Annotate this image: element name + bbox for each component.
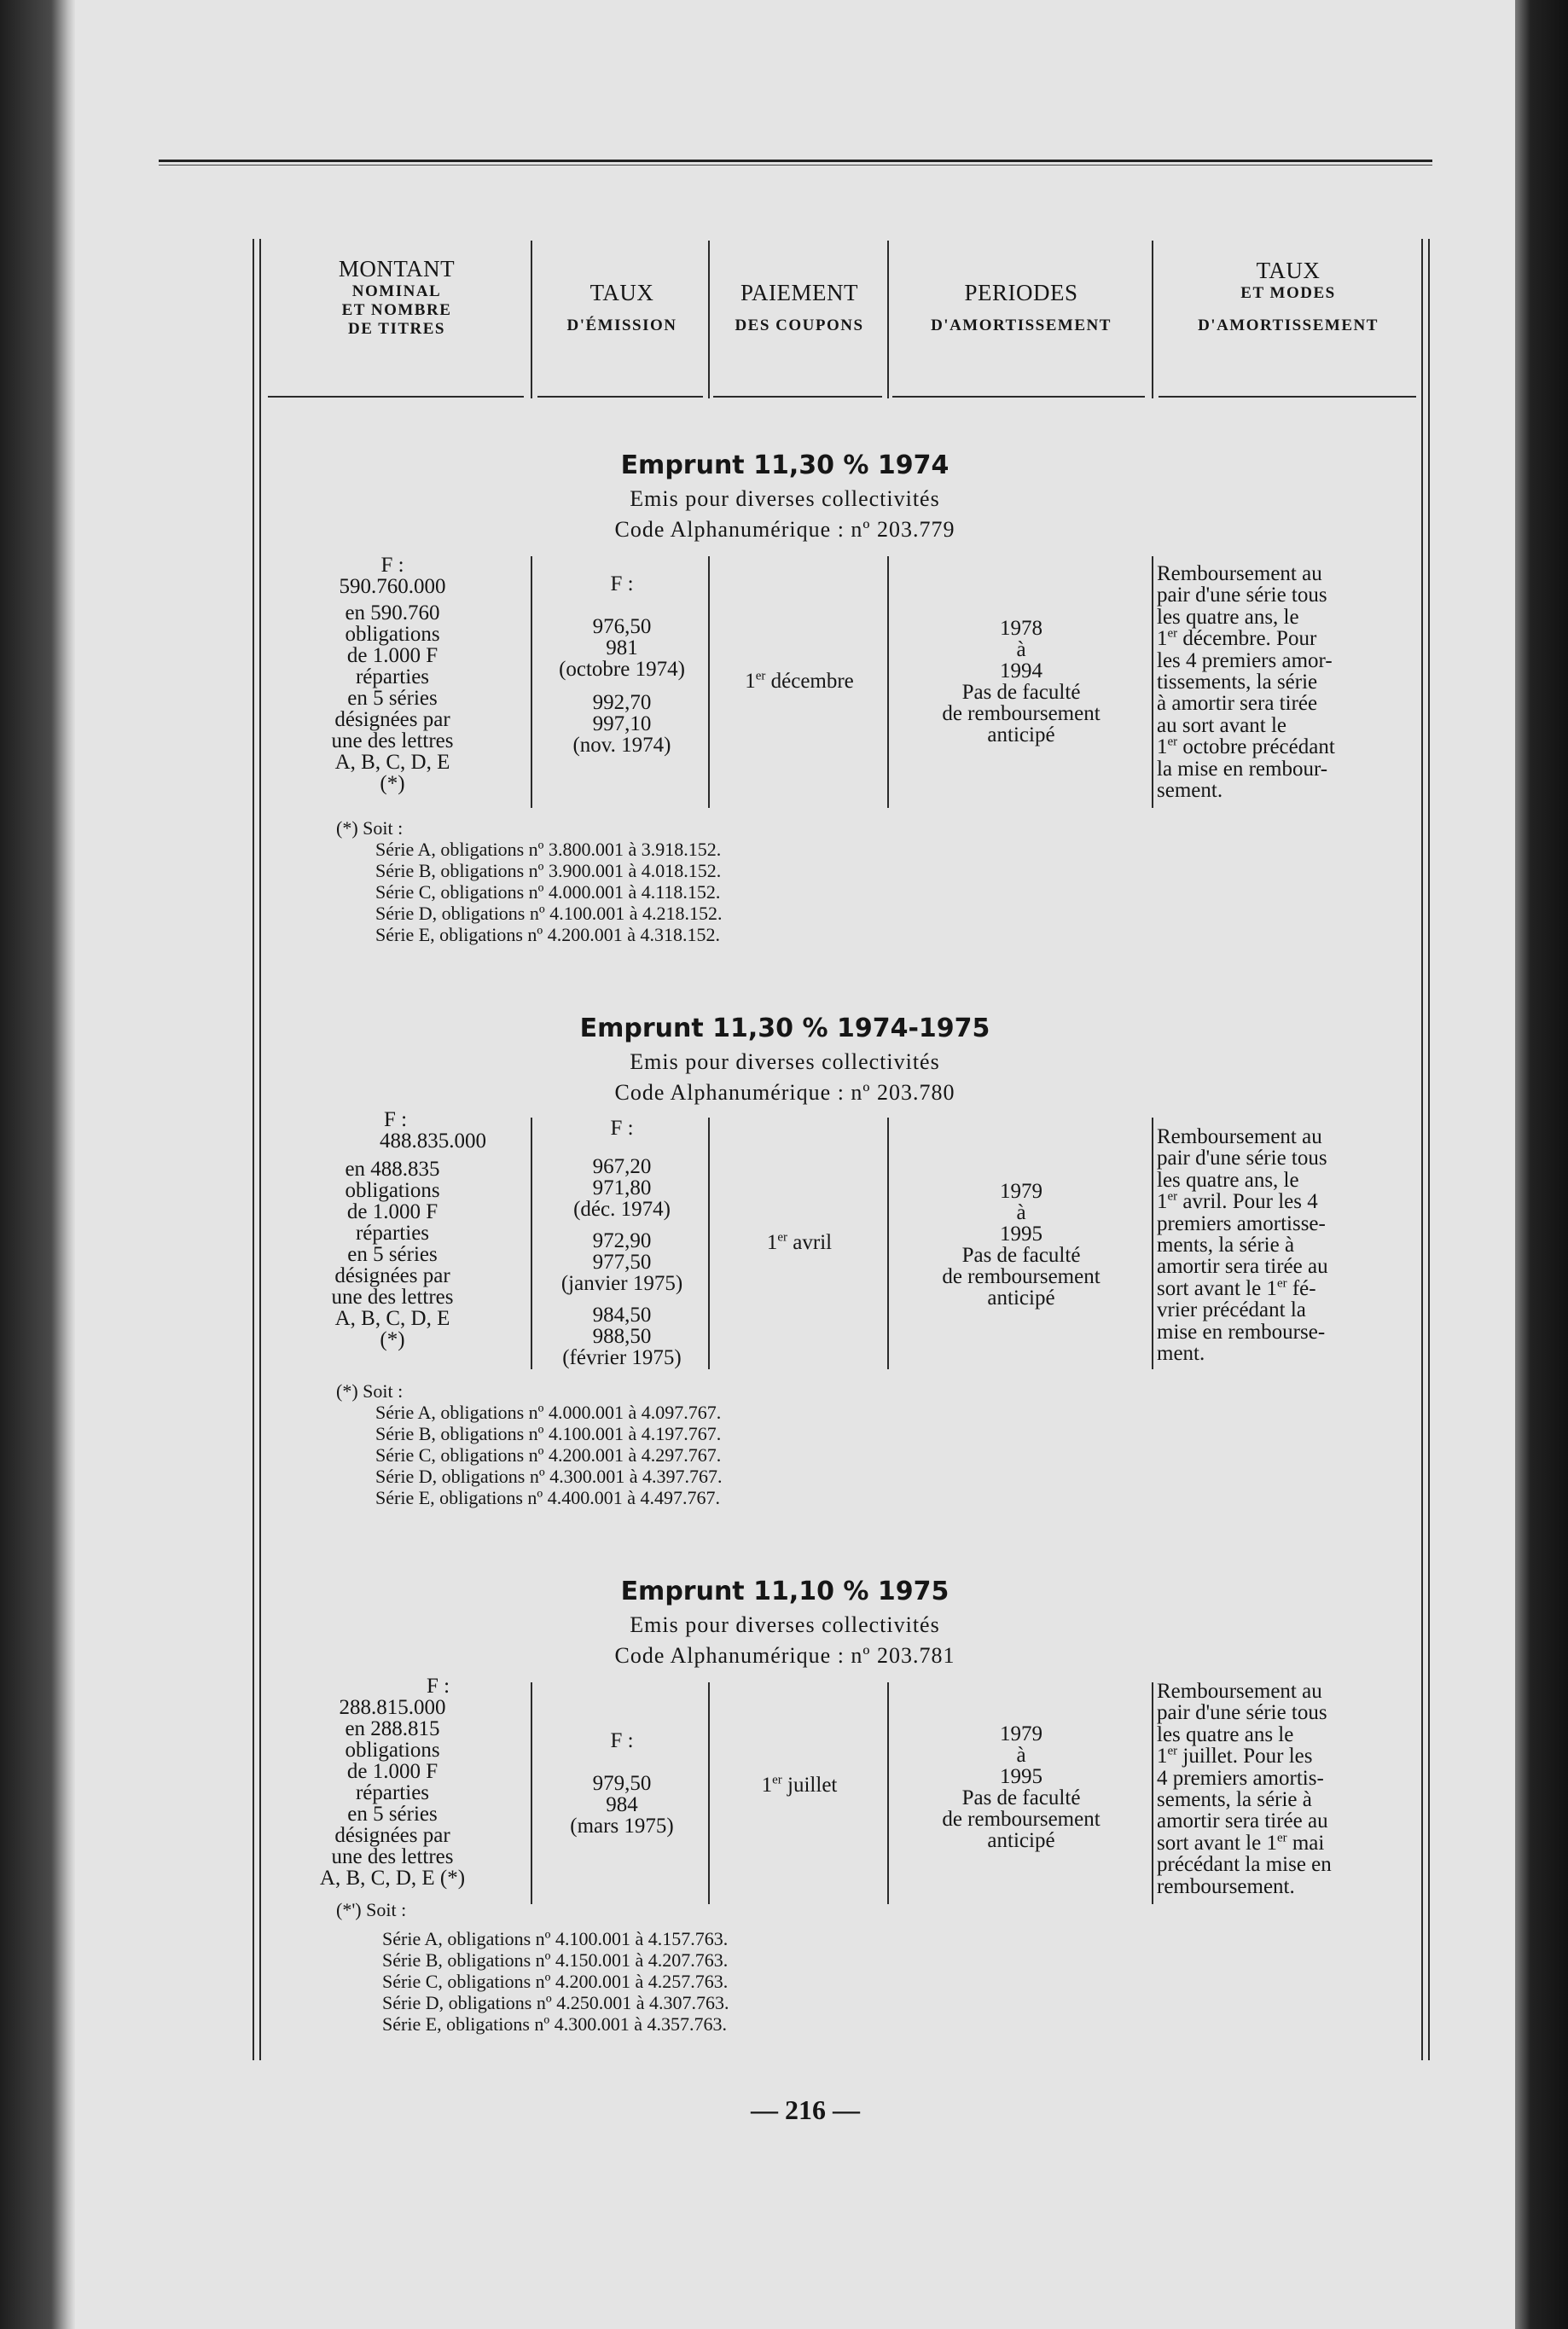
header-taux-emission <box>534 280 710 335</box>
loan-3-montant-l2: en 288.815 <box>345 1717 440 1740</box>
loan-3-code: Code Alphanumérique : nº 203.781 <box>614 1643 955 1668</box>
book-page-edge <box>1515 0 1568 2329</box>
loan-2-montant-l11: (*) <box>380 1328 405 1351</box>
loan-1-taux-gap <box>534 595 710 616</box>
loan-3-montant-l9: A, B, C, D, E (*) <box>319 1867 466 1890</box>
header-periodes <box>891 280 1152 335</box>
loan-2-col-sep-4 <box>1152 1118 1153 1369</box>
loan-3-montant-l1: 288.815.000 <box>339 1696 446 1719</box>
loan-3-taux-gap <box>534 1751 710 1773</box>
loan-3-taux-l2: 979,50 <box>592 1772 652 1795</box>
loan-2-periodes-l5: anticipé <box>987 1286 1055 1310</box>
table-left-border-inner <box>259 239 261 2060</box>
table-right-border <box>1421 239 1423 2060</box>
loan-3-modes-l7: sort avant le 1er mai <box>1157 1831 1325 1855</box>
loan-3-taux-l4: (mars 1975) <box>570 1815 674 1838</box>
header-taux-line1: TAUX <box>589 280 654 305</box>
header-underline-5 <box>1159 396 1416 398</box>
loan-1-fn-e: Série E, obligations nº 4.200.001 à 4.318.152. <box>375 924 721 945</box>
header-montant-line3: ET NOMBRE <box>341 300 452 319</box>
loan-1-taux-l7: 997,10 <box>592 712 652 735</box>
loan-1-taux-l3: 981 <box>606 636 638 659</box>
loan-3-modes-l6: amortir sera tirée au <box>1157 1809 1328 1833</box>
loan-3-modes-l4: 4 premiers amortis- <box>1157 1766 1324 1790</box>
loan-2-taux-l3: 971,80 <box>592 1176 652 1199</box>
header-taux-modes <box>1155 258 1421 335</box>
loan-2-footnote-label: (*) Soit : <box>336 1380 404 1402</box>
header-montant-line1: MONTANT <box>338 256 456 282</box>
loan-3-paiement: 1er juillet <box>761 1773 838 1797</box>
loan-2-fn-b: Série B, obligations nº 4.100.001 à 4.197.767. <box>375 1423 722 1444</box>
header-underline-2 <box>537 396 703 398</box>
header-montant-line4: DE TITRES <box>347 319 445 338</box>
loan-2-montant-l9: une des lettres <box>331 1286 454 1309</box>
loan-1-fn-b: Série B, obligations nº 3.900.001 à 4.018.152. <box>375 860 722 881</box>
header-modes-line3: D'AMORTISSEMENT <box>1198 316 1379 334</box>
loan-1-montant-l8: une des lettres <box>331 729 454 752</box>
page-number: — 216 — <box>751 2094 860 2125</box>
loan-1-taux <box>534 573 710 756</box>
loan-2-modes-l5: ments, la série à <box>1157 1234 1295 1257</box>
loan-3-fn-d: Série D, obligations nº 4.250.001 à 4.307.763. <box>382 1992 729 2013</box>
loan-3-periodes-l0: 1979 <box>1000 1722 1042 1745</box>
loan-3-periodes-l4: de remboursement <box>942 1808 1101 1831</box>
loan-1-fn-d: Série D, obligations nº 4.100.001 à 4.218.152. <box>375 903 723 924</box>
loan-2-taux-l4: (déc. 1974) <box>573 1198 671 1221</box>
loan-1-subtitle: Emis pour diverses collectivités <box>630 486 940 511</box>
header-paiement-line2: DES COUPONS <box>735 317 864 335</box>
loan-1-modes-l10: sement. <box>1157 779 1223 803</box>
loan-2-taux-l12: (février 1975) <box>562 1346 682 1369</box>
loan-1-fn-c: Série C, obligations nº 4.000.001 à 4.118.152. <box>375 881 721 903</box>
header-underline-4 <box>892 396 1145 398</box>
loan-2-modes-l2: les quatre ans, le <box>1157 1168 1299 1192</box>
loan-2-taux <box>534 1118 710 1368</box>
loan-1-modes-l4: les 4 premiers amor- <box>1157 648 1333 672</box>
loan-2-periodes-l0: 1979 <box>1000 1180 1042 1203</box>
loan-3-montant-l6: en 5 séries <box>347 1803 438 1826</box>
loan-2-col-sep-1 <box>531 1118 532 1369</box>
loan-1-modes-l1: pair d'une série tous <box>1157 584 1327 607</box>
loan-1-taux-gap2 <box>534 680 710 692</box>
loan-1-code: Code Alphanumérique : nº 203.779 <box>614 517 955 542</box>
loan-3-modes-l0: Remboursement au <box>1157 1680 1322 1703</box>
loan-3-modes-l5: sements, la série à <box>1157 1788 1312 1812</box>
loan-1-taux-l2: 976,50 <box>592 615 652 638</box>
loan-2-footnotes <box>375 1402 722 1508</box>
loan-2-modes-l3: 1er avril. Pour les 4 <box>1157 1189 1318 1214</box>
loan-3-modes-l9: remboursement. <box>1157 1874 1295 1898</box>
loan-2-montant-l4: obligations <box>345 1179 440 1202</box>
header-modes-line2: ET MODES <box>1240 284 1336 303</box>
loan-1-montant-l6: en 5 séries <box>347 687 438 710</box>
loan-1-periodes-l2: 1994 <box>1000 659 1042 682</box>
loan-3-montant-l7: désignées par <box>334 1824 450 1847</box>
loan-2-periodes-l3: Pas de faculté <box>961 1244 1081 1267</box>
loan-1-periodes-l4: de remboursement <box>942 702 1101 725</box>
loan-3-fn-c: Série C, obligations nº 4.200.001 à 4.257.763. <box>382 1971 729 1992</box>
loan-1-taux-l0: F : <box>610 572 634 595</box>
loan-2-taux-l0: F : <box>610 1117 634 1140</box>
loan-2-modes-l7: sort avant le 1er fé- <box>1157 1276 1316 1300</box>
loan-3-taux-l3: 984 <box>606 1793 638 1816</box>
loan-2-taux-l7: 977,50 <box>592 1251 652 1274</box>
loan-3-montant-l4: de 1.000 F <box>346 1760 438 1783</box>
header-montant <box>264 256 529 339</box>
loan-3-periodes <box>891 1723 1152 1851</box>
header-taux-line2: D'ÉMISSION <box>566 317 677 335</box>
table-top-border <box>159 160 1432 162</box>
loan-1-montant-l9: A, B, C, D, E <box>334 751 450 774</box>
loan-1-title: Emprunt 11,30 % 1974 <box>620 450 950 480</box>
table-top-border-inner <box>159 165 1432 166</box>
loan-1-col-sep-3 <box>887 556 889 808</box>
loan-1-modes-l3: 1er décembre. Pour <box>1157 626 1317 651</box>
header-separator-3 <box>887 241 889 398</box>
loan-2-code: Code Alphanumérique : nº 203.780 <box>614 1080 955 1105</box>
loan-2-montant-l0: F : <box>384 1108 408 1131</box>
loan-3-periodes-l2: 1995 <box>1000 1765 1042 1788</box>
loan-2-taux-l8: (janvier 1975) <box>560 1272 683 1295</box>
loan-2-fn-e: Série E, obligations nº 4.400.001 à 4.497.767. <box>375 1487 721 1508</box>
loan-2-modes-l0: Remboursement au <box>1157 1125 1322 1148</box>
loan-1-montant-l4: de 1.000 F <box>346 644 438 667</box>
loan-1-montant-l7: désignées par <box>334 708 450 731</box>
loan-2-modes-l10: ment. <box>1157 1342 1205 1366</box>
header-paiement-line1: PAIEMENT <box>740 280 858 305</box>
loan-1-periodes-l0: 1978 <box>1000 617 1042 640</box>
loan-2-periodes-l2: 1995 <box>1000 1223 1042 1246</box>
loan-3-periodes-l3: Pas de faculté <box>961 1786 1081 1809</box>
header-periodes-line2: D'AMORTISSEMENT <box>931 317 1112 335</box>
table-left-border <box>253 239 254 2060</box>
loan-3-footnotes <box>382 1928 729 2035</box>
table-right-border-inner <box>1428 239 1430 2060</box>
loan-2-modes-l4: premiers amortisse- <box>1157 1211 1326 1235</box>
loan-3-montant-l8: une des lettres <box>331 1845 454 1868</box>
loan-2-fn-c: Série C, obligations nº 4.200.001 à 4.297.767. <box>375 1444 722 1466</box>
loan-3-col-sep-1 <box>531 1682 532 1904</box>
loan-2-montant-l7: en 5 séries <box>347 1243 438 1266</box>
loan-1-montant-l0: F : <box>380 554 404 577</box>
loan-2-montant <box>264 1109 520 1350</box>
loan-1-taux-l6: 992,70 <box>592 691 652 714</box>
loan-2-fn-d: Série D, obligations nº 4.300.001 à 4.397.767. <box>375 1466 723 1487</box>
loan-1-montant-l1: 590.760.000 <box>339 575 446 598</box>
loan-2-fn-a: Série A, obligations nº 4.000.001 à 4.097.767. <box>375 1402 722 1423</box>
loan-1-taux-l8: (nov. 1974) <box>572 734 671 757</box>
header-montant-line2: NOMINAL <box>351 282 442 301</box>
loan-2-periodes-l1: à <box>1016 1201 1026 1224</box>
loan-3-modes-l3: 1er juillet. Pour les <box>1157 1744 1313 1769</box>
loan-3-montant-l0: F : <box>427 1675 450 1698</box>
loan-3-modes-l2: les quatre ans le <box>1157 1722 1294 1746</box>
header-separator-4 <box>1152 241 1153 398</box>
loan-3-modes <box>1157 1681 1413 1897</box>
loan-1-periodes-l1: à <box>1016 638 1026 661</box>
header-underline-1 <box>268 396 524 398</box>
loan-2-taux-gap <box>534 1139 710 1156</box>
loan-1-col-sep-1 <box>531 556 532 808</box>
loan-1-montant-l5: réparties <box>355 665 430 688</box>
loan-1-col-sep-4 <box>1152 556 1153 808</box>
loan-3-periodes-l1: à <box>1016 1744 1026 1767</box>
header-paiement <box>711 280 887 335</box>
loan-1-footnotes <box>375 839 722 945</box>
loan-3-title: Emprunt 11,10 % 1975 <box>620 1577 950 1606</box>
loan-3-fn-e: Série E, obligations nº 4.300.001 à 4.357.763. <box>382 2013 728 2035</box>
loan-3-montant-l3: obligations <box>345 1739 440 1762</box>
loan-2-periodes-l4: de remboursement <box>942 1265 1101 1288</box>
loan-1-montant-l2: en 590.760 <box>345 601 440 624</box>
loan-2-taux-l10: 984,50 <box>592 1304 652 1327</box>
loan-2-modes-l1: pair d'une série tous <box>1157 1147 1327 1170</box>
loan-3-periodes-l5: anticipé <box>987 1829 1055 1852</box>
loan-2-modes-l8: vrier précédant la <box>1157 1298 1306 1322</box>
loan-3-footnote-label: (*') Soit : <box>336 1899 407 1920</box>
loan-1-modes-l8: 1er octobre précédant <box>1157 735 1335 759</box>
loan-2-montant-l1: 488.835.000 <box>380 1130 486 1153</box>
loan-1-montant-l10: (*) <box>380 772 405 795</box>
loan-2-montant-l3: en 488.835 <box>345 1158 440 1181</box>
loan-1-modes-l9: la mise en rembour- <box>1157 757 1328 781</box>
loan-1-modes-l5: tissements, la série <box>1157 671 1318 694</box>
loan-1-modes-l0: Remboursement au <box>1157 562 1322 585</box>
loan-1-modes-l7: au sort avant le <box>1157 713 1287 737</box>
loan-2-title: Emprunt 11,30 % 1974-1975 <box>579 1013 990 1043</box>
loan-1-fn-a: Série A, obligations nº 3.800.001 à 3.918.152. <box>375 839 722 860</box>
loan-1-periodes-l3: Pas de faculté <box>961 681 1081 704</box>
loan-1-modes-l2: les quatre ans, le <box>1157 605 1299 629</box>
loan-2-montant-l5: de 1.000 F <box>346 1200 438 1223</box>
loan-1-modes-l6: à amortir sera tirée <box>1157 692 1318 716</box>
loan-1-montant-l3: obligations <box>345 623 440 646</box>
loan-2-montant-l8: désignées par <box>334 1264 450 1287</box>
loan-3-taux-l0: F : <box>610 1729 634 1752</box>
loan-1-footnote-label: (*) Soit : <box>336 817 404 839</box>
header-separator-1 <box>531 241 532 398</box>
loan-2-modes <box>1157 1126 1413 1364</box>
loan-2-paiement: 1er avril <box>766 1230 833 1254</box>
loan-3-taux <box>534 1730 710 1837</box>
loan-2-subtitle: Emis pour diverses collectivités <box>630 1049 940 1074</box>
loan-1-periodes <box>891 618 1152 746</box>
loan-2-taux-l6: 972,90 <box>592 1229 652 1252</box>
loan-1-paiement: 1er décembre <box>745 669 854 693</box>
header-underline-3 <box>713 396 882 398</box>
loan-2-modes-l6: amortir sera tirée au <box>1157 1255 1328 1279</box>
loan-2-modes-l9: mise en rembourse- <box>1157 1320 1326 1344</box>
loan-3-montant <box>264 1676 520 1889</box>
loan-2-montant-l10: A, B, C, D, E <box>334 1307 450 1330</box>
loan-3-modes-l8: précédant la mise en <box>1157 1853 1332 1877</box>
loan-3-col-sep-4 <box>1152 1682 1153 1904</box>
loan-2-taux-l2: 967,20 <box>592 1155 652 1178</box>
loan-3-fn-b: Série B, obligations nº 4.150.001 à 4.207.763. <box>382 1949 729 1971</box>
header-periodes-line1: PERIODES <box>964 280 1078 305</box>
loan-3-modes-l1: pair d'une série tous <box>1157 1701 1327 1725</box>
book-binding-edge <box>0 0 75 2329</box>
loan-1-modes <box>1157 563 1413 801</box>
loan-1-periodes-l5: anticipé <box>987 723 1055 746</box>
loan-3-col-sep-3 <box>887 1682 889 1904</box>
loan-2-col-sep-3 <box>887 1118 889 1369</box>
loan-2-montant-l6: réparties <box>355 1222 430 1245</box>
loan-2-taux-l11: 988,50 <box>592 1325 652 1348</box>
header-modes-line1: TAUX <box>1256 258 1321 283</box>
loan-3-fn-a: Série A, obligations nº 4.100.001 à 4.157.763. <box>382 1928 729 1949</box>
loan-3-subtitle: Emis pour diverses collectivités <box>630 1612 940 1637</box>
loan-3-montant-l5: réparties <box>355 1781 430 1804</box>
loan-2-periodes <box>891 1181 1152 1309</box>
loan-1-taux-l4: (octobre 1974) <box>559 658 685 681</box>
loan-1-montant <box>264 555 520 794</box>
